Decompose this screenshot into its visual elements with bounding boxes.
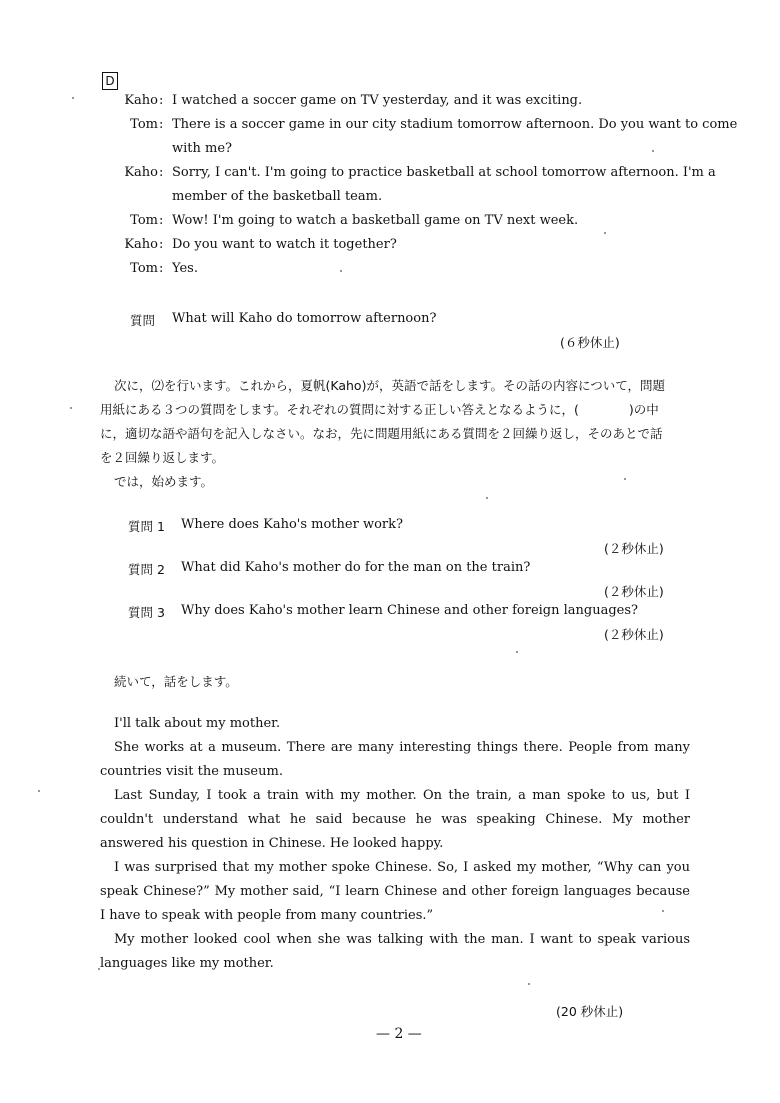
scan-speck [662, 910, 664, 912]
scan-speck [98, 968, 100, 970]
speaker-tom: Tom [130, 261, 158, 276]
question-number: 質問 2 [128, 562, 165, 577]
speech-paragraph: I was surprised that my mother spoke Chinese. So, I asked my mother, “Why can you speak Chinese?” My mother said, “I learn Chinese and other foreign languages because I have to speak with people from many countries.” [100, 860, 690, 923]
colon: : [159, 165, 164, 180]
page-number: — 2 — [376, 1026, 422, 1042]
scan-speck [652, 150, 654, 152]
speaker-tom: Tom [130, 213, 158, 228]
colon: : [159, 213, 164, 228]
pause-note: (２秒休止) [604, 584, 664, 599]
pause-note: (20 秒休止) [556, 1004, 624, 1019]
dialogue-line: Wow! I'm going to watch a basketball game on TV next week. [172, 213, 579, 228]
dialogue-line: Sorry, I can't. I'm going to practice basketball at school tomorrow afternoon. I'm a [172, 165, 716, 180]
speech-paragraph: She works at a museum. There are many interesting things there. People from many countries visit the museum. [100, 740, 690, 779]
scan-speck [70, 407, 72, 409]
colon: : [159, 237, 164, 252]
scan-speck [72, 97, 74, 99]
instruction-start: では，始めます。 [114, 474, 214, 489]
scan-speck [624, 478, 626, 480]
instruction-line: 次に，⑵を行います。これから，夏帆(Kaho)が，英語で話をします。その話の内容について，問題 [114, 378, 665, 393]
speech-paragraph: Last Sunday, I took a train with my mother. On the train, a man spoke to us, but I couldn't understand what he said because he was speaking Chinese. My mother answered his question in Chinese. He looked happy. [100, 788, 690, 851]
scan-speck [340, 270, 342, 272]
question-text: What did Kaho's mother do for the man on the train? [181, 560, 531, 575]
question-label: 質問 [130, 313, 156, 328]
colon: : [159, 93, 164, 108]
instruction-line: を２回繰り返します。 [100, 450, 225, 465]
dialogue-line: There is a soccer game in our city stadium tomorrow afternoon. Do you want to come [172, 117, 738, 132]
speaker-kaho: Kaho [124, 237, 158, 252]
speech-paragraph: My mother looked cool when she was talking with the man. I want to speak various languages like my mother. [100, 932, 690, 971]
scan-speck [528, 983, 530, 985]
scan-speck [38, 790, 40, 792]
colon: : [159, 117, 164, 132]
speaker-kaho: Kaho [124, 93, 158, 108]
pause-note: (２秒休止) [604, 627, 664, 642]
dialogue-line: Yes. [172, 261, 198, 276]
dialogue-line: I watched a soccer game on TV yesterday, and it was exciting. [172, 93, 583, 108]
speaker-tom: Tom [130, 117, 158, 132]
scan-speck [516, 651, 518, 653]
colon: : [159, 261, 164, 276]
question-text: What will Kaho do tomorrow afternoon? [172, 311, 437, 326]
pause-note: (２秒休止) [604, 541, 664, 556]
instruction-line: に，適切な語や語句を記入しなさい。なお，先に問題用紙にある質問を２回繰り返し，そのあとで話 [100, 426, 663, 441]
dialogue-line: with me? [172, 141, 233, 156]
question-text: Why does Kaho's mother learn Chinese and other foreign languages? [181, 603, 638, 618]
speech-paragraph: I'll talk about my mother. [114, 716, 281, 731]
question-number: 質問 1 [128, 519, 165, 534]
scan-speck [486, 497, 488, 499]
section-label: D [102, 72, 118, 90]
speaker-kaho: Kaho [124, 165, 158, 180]
continue-note: 続いて，話をします。 [114, 674, 238, 689]
question-text: Where does Kaho's mother work? [181, 517, 403, 532]
pause-note: (６秒休止) [560, 335, 620, 350]
dialogue-line: member of the basketball team. [172, 189, 383, 204]
question-number: 質問 3 [128, 605, 165, 620]
instruction-line: 用紙にある３つの質問をします。それぞれの質問に対する正しい答えとなるように，( )の中 [100, 402, 659, 417]
scan-speck [604, 232, 606, 234]
dialogue-line: Do you want to watch it together? [172, 237, 397, 252]
